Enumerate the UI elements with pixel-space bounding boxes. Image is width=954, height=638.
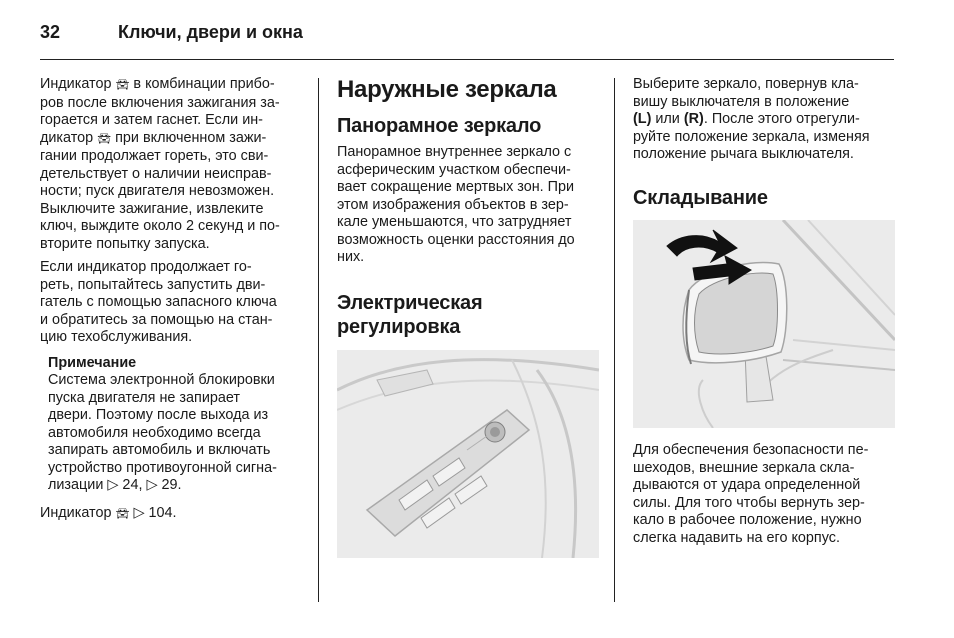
section-heading-exterior-mirrors: Наружные зеркала [337, 76, 557, 103]
column-middle [337, 76, 599, 339]
note-text: Система электронной блокировки пуска двигателя не запирает двери. Поэтому после выхода из автомобиля необходимо всегда запирать автомобиль и включать устройство противоугонной сигна- лизации ▷ 24, ▷ 29. [48, 372, 277, 493]
paragraph-indicator-stays-lit: Если индикатор продолжает го- реть, попытайтесь запустить дви- гатель с помощью запасного ключа и обратитесь за помощью на стан- цию техобслуживания. [40, 259, 277, 345]
page-number: 32 [40, 22, 61, 42]
paragraph-folding: Для обеспечения безопасности пе- шеходов, внешние зеркала скла- дываются от удара определенной силы. Для того чтобы вернуть зер- кало в рабочее положение, нужно слегка надавить на его корпус. [633, 442, 869, 546]
immobilizer-indicator-icon: 🚘︎ [115, 79, 130, 91]
folding-mirror-illustration [633, 220, 895, 428]
subheading-electric-adjustment: Электрическая регулировка [337, 291, 483, 338]
page-header [40, 20, 894, 58]
column-divider [318, 78, 319, 602]
door-switch-illustration [337, 350, 599, 558]
chapter-title: Ключи, двери и окна [118, 22, 303, 42]
paragraph-immobilizer-indicator: Индикатор 🚘︎ в комбинации прибо- ров после включения зажигания за- горается и затем гаснет. Если ин- дикатор 🚘︎ при включенном зажи- гании продолжает гореть, это сви- детельствует о наличии неисправ- ности; пуск двигателя невозможен. Выключите зажигание, извлеките ключ, выждите около 2 секунд и по- вторите попытку запуска. [40, 76, 280, 252]
subheading-panoramic-mirror: Панорамное зеркало [337, 115, 542, 137]
door-panel-image [337, 350, 599, 558]
page-reference-arrow-icon[interactable]: ▷ [146, 477, 158, 493]
note-title: Примечание [48, 354, 137, 371]
column-divider [614, 78, 615, 602]
immobilizer-indicator-icon: 🚘︎ [115, 507, 130, 520]
header-divider [40, 59, 894, 60]
column-left [40, 76, 302, 523]
paragraph-panoramic-mirror: Панорамное внутреннее зеркало с асферическим участком обеспечи- вает сокращение мертвых зон. При этом изображения объектов в зер- кале уменьшаются, что затрудняет возможность оценки расстояния до них. [337, 144, 575, 265]
column-right [633, 76, 895, 546]
page-reference-arrow-icon[interactable]: ▷ [107, 477, 119, 493]
immobilizer-indicator-icon: 🚘︎ [97, 132, 112, 145]
folding-mirror-image [633, 220, 895, 428]
page-reference-arrow-icon[interactable]: ▷ [133, 504, 145, 521]
subheading-folding: Складывание [633, 187, 768, 209]
paragraph-select-mirror: Выберите зеркало, повернув кла- вишу выключателя в положение (L) или (R). После этого отрегули- руйте положение зеркала, изменяя положение рычага выключателя. [633, 76, 870, 162]
paragraph-indicator-reference: Индикатор 🚘︎ ▷ 104. [40, 504, 177, 521]
note-block [40, 355, 302, 495]
